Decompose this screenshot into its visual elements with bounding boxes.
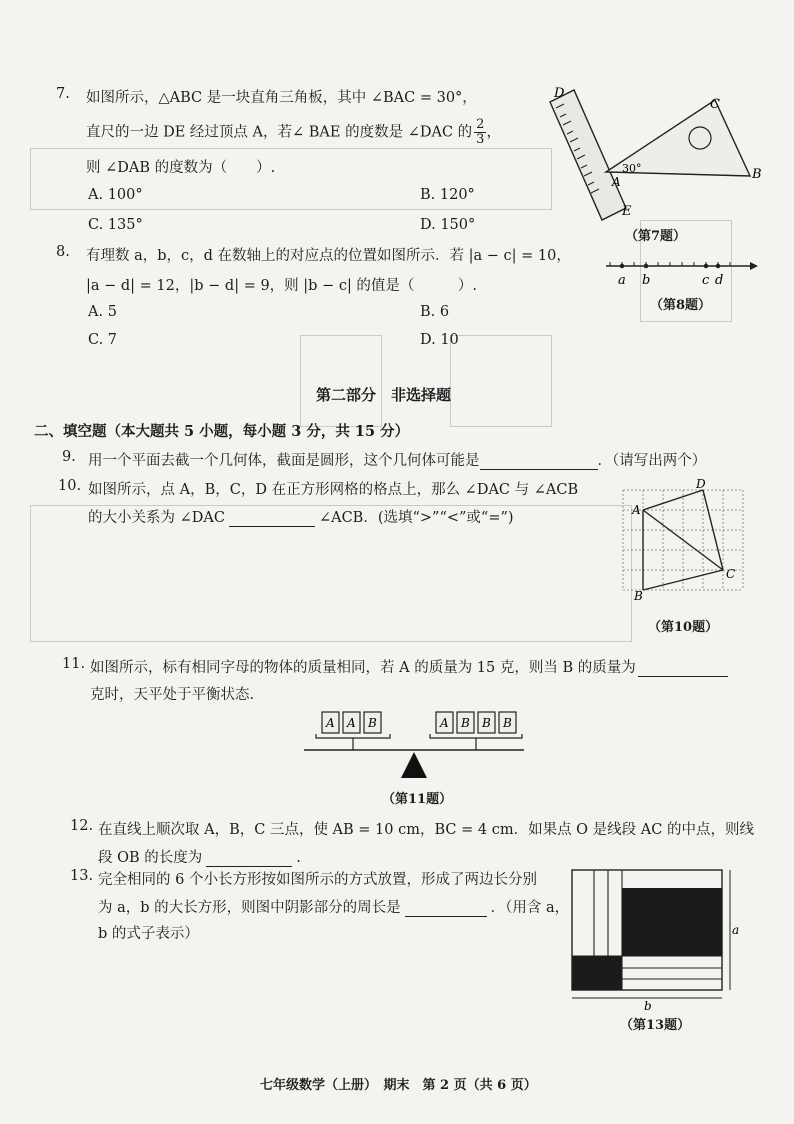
q12-line1: 在直线上顺次取 A，B，C 三点，使 AB = 10 cm，BC = 4 cm．如果点 O 是线段 AC 的中点，则线 [98, 822, 754, 838]
q13-line2 [98, 896, 569, 917]
q13-answer-blank[interactable] [405, 900, 487, 917]
axis-arrow-icon [750, 262, 758, 270]
shaded-region-bottom [572, 956, 622, 990]
q11-line1-text: 如图所示，标有相同字母的物体的质量相同，若 A 的质量为 15 克，则当 B 的质量为 [90, 660, 636, 676]
q7-frac-num: 2 [476, 117, 485, 132]
q7-caption: （第7题） [625, 229, 687, 244]
section2-title: 二、填空题（本大题共 5 小题，每小题 3 分，共 15 分） [34, 423, 410, 440]
q13-line3: b 的式子表示） [98, 926, 199, 942]
q13-line2-b: ．（用含 a， [490, 900, 570, 916]
q9-answer-blank[interactable] [480, 453, 598, 470]
right-box-2: B [461, 716, 470, 730]
q7-line1: 如图所示，△ABC 是一块直角三角板，其中 ∠BAC = 30°， [86, 90, 477, 106]
part2-title: 第二部分 非选择题 [316, 386, 452, 404]
q7-frac-tail: ， [486, 124, 501, 141]
grid-label-a: A [632, 503, 641, 517]
q8-option-b: B. 6 [420, 304, 450, 320]
q8-caption: （第8题） [650, 298, 712, 313]
q8-option-c: C. 7 [88, 332, 118, 348]
dimension-b-label: b [644, 999, 652, 1012]
q8-option-a: A. 5 [88, 304, 117, 320]
q12-line2-b: . [296, 850, 301, 866]
q11-line2: 克时，天平处于平衡状态. [90, 687, 255, 703]
left-box-2: A [347, 716, 356, 730]
q11-answer-blank[interactable] [638, 660, 728, 677]
grid-label-b: B [634, 589, 643, 603]
angle-label: 30° [622, 162, 642, 175]
bleed-through-box [300, 335, 382, 427]
label-e: E [622, 204, 632, 219]
q13-rectangle-figure [564, 864, 750, 1012]
left-box-3: B [368, 716, 377, 730]
q11-line1 [90, 656, 728, 677]
label-b: B [752, 167, 762, 182]
q10-answer-blank[interactable] [229, 510, 315, 527]
q12-number: 12. [70, 818, 94, 834]
right-box-3: B [482, 716, 491, 730]
page-footer: 七年级数学（上册） 期末 第 2 页（共 6 页） [260, 1078, 537, 1093]
left-box-1: A [326, 716, 335, 730]
point-c [704, 264, 709, 269]
q13-number: 13. [70, 868, 94, 884]
label-a: A [612, 175, 621, 189]
left-pan-tray [316, 734, 390, 738]
q7-line3: 则 ∠DAB 的度数为（ ）. [86, 160, 276, 176]
q13-line1: 完全相同的 6 个小长方形按如图所示的方式放置，形成了两边长分别 [98, 872, 537, 888]
q13-line2-a: 为 a，b 的大长方形，则图中阴影部分的周长是 [98, 900, 401, 916]
q12-line2-a: 段 OB 的长度为 [98, 850, 203, 866]
axis-label-c: c [702, 273, 710, 288]
right-box-4: B [503, 716, 512, 730]
point-b [644, 264, 649, 269]
q8-line1: 有理数 a，b，c，d 在数轴上的对应点的位置如图所示．若 |a − c| = 10， [86, 248, 571, 264]
q10-number: 10. [58, 478, 82, 494]
q10-line1: 如图所示，点 A，B，C，D 在正方形网格的格点上，那么 ∠DAC 与 ∠ACB [88, 482, 579, 498]
label-d: D [554, 86, 565, 101]
q10-line2-a: 的大小关系为 ∠DAC [88, 510, 225, 526]
q10-caption: （第10题） [648, 620, 719, 635]
dimension-a-label: a [732, 923, 740, 937]
q7-number: 7. [56, 86, 70, 102]
point-d [716, 264, 721, 269]
q9-question: 用一个平面去截一个几何体，截面是圆形，这个几何体可能是 [88, 453, 480, 469]
fulcrum-icon [401, 752, 427, 778]
ruler-shape [550, 90, 626, 220]
axis-label-b: b [642, 273, 651, 288]
q9-tail: ．（请写出两个） [597, 453, 707, 469]
q11-caption: （第11题） [382, 792, 453, 807]
q11-balance-figure [300, 710, 530, 782]
q7-option-a: A. 100° [88, 187, 143, 203]
grid-label-c: C [726, 567, 736, 581]
q7-option-d: D. 150° [420, 217, 476, 233]
q7-figure [540, 80, 770, 240]
point-a [620, 264, 625, 269]
q10-line2-b: ∠ACB．(选填“>”“<”或“=”) [318, 510, 514, 526]
q8-number-line [600, 256, 760, 290]
right-pan-tray [430, 734, 522, 738]
q7-option-b: B. 120° [420, 187, 475, 203]
right-box-1: A [440, 716, 449, 730]
q8-number: 8. [56, 244, 70, 260]
q8-line2: |a − d| = 12，|b − d| = 9，则 |b − c| 的值是（ ）. [86, 278, 478, 294]
q7-line2 [86, 118, 501, 147]
q7-fraction [474, 118, 486, 147]
grid-label-d: D [696, 478, 706, 491]
q10-grid-figure [618, 478, 748, 608]
q13-caption: （第13题） [620, 1018, 691, 1033]
q9-text [88, 449, 706, 470]
q10-line2 [88, 506, 514, 527]
q7-line2-text: 直尺的一边 DE 经过顶点 A，若∠ BAE 的度数是 ∠DAC 的 [86, 124, 473, 141]
q8-option-d: D. 10 [420, 332, 459, 348]
label-c: C [710, 97, 720, 112]
axis-label-a: a [618, 273, 626, 288]
axis-label-d: d [715, 273, 724, 288]
q11-number: 11. [62, 656, 86, 672]
q12-line2 [98, 846, 301, 867]
q9-number: 9. [62, 449, 76, 465]
q12-answer-blank[interactable] [206, 850, 292, 867]
bleed-through-box [450, 335, 552, 427]
shaded-region-top [622, 888, 722, 956]
q7-option-c: C. 135° [88, 217, 143, 233]
q7-frac-den: 3 [476, 132, 485, 147]
